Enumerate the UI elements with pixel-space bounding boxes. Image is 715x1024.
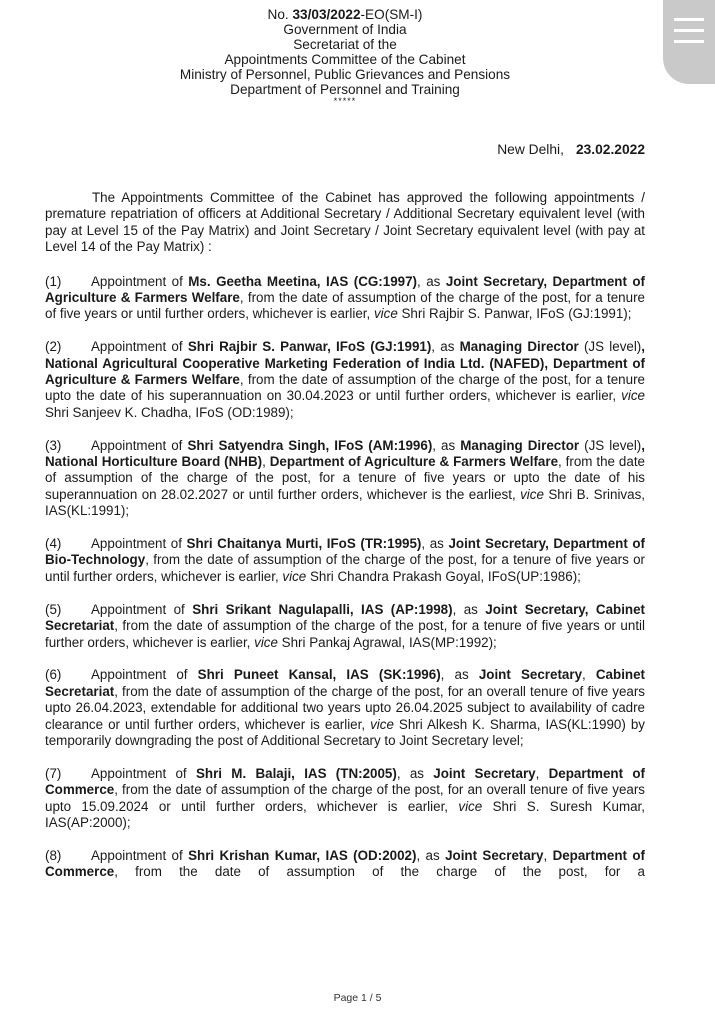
item-number: (5) — [45, 601, 62, 617]
bold-text: Department of Commerce — [45, 765, 645, 798]
dateline — [497, 142, 645, 157]
bold-text: Department of Commerce — [45, 847, 645, 880]
appointment-item — [45, 667, 645, 749]
text: Shri Rajbir S. Panwar, IFoS (GJ:1991); — [397, 306, 632, 322]
italic-text: vice — [370, 716, 394, 732]
appointment-list — [45, 274, 645, 881]
text: Shri B. Srinivas, IAS(KL:1991); — [45, 486, 645, 519]
text: , — [543, 847, 553, 863]
item-number: (1) — [45, 273, 62, 289]
document-header — [150, 7, 540, 106]
bold-text: Ms. Geetha Meetina, IAS (CG:1997) — [188, 273, 418, 289]
text: Appointment of — [91, 273, 189, 289]
item-number: (3) — [45, 437, 62, 453]
dateline-place: New Delhi, — [497, 142, 564, 157]
text: Appointment of — [91, 339, 188, 355]
bold-text: Department of Agriculture & Farmers Welfare — [269, 454, 559, 470]
italic-text: vice — [254, 634, 278, 650]
text: , as — [432, 437, 461, 453]
text: , from the date of assumption of the charge of the post, for an overall tenure of five years upto 15.09.2024 or until further orders, whichever is earlier, — [45, 782, 645, 814]
text: , as — [417, 273, 446, 289]
bold-text: Joint Secretary, Department of Agriculture & Farmers Welfare — [45, 273, 646, 306]
appointment-item — [45, 536, 645, 585]
appointment-item — [45, 339, 645, 421]
page-number: Page 1 / 5 — [333, 992, 382, 1004]
italic-text: vice — [373, 306, 398, 322]
bold-text: Shri M. Balaji, IAS (TN:2005) — [195, 765, 397, 781]
text: Shri Alkesh K. Sharma, IAS(KL:1990) by temporarily downgrading the post of Additional Secretary to Joint Secretary level; — [45, 716, 645, 748]
appointment-item — [45, 766, 645, 832]
item-number: (6) — [45, 667, 62, 683]
text: Shri Sanjeev K. Chadha, IFoS (OD:1989); — [45, 404, 294, 420]
italic-text: vice — [520, 486, 544, 502]
menu-icon-bar — [674, 40, 704, 43]
text: (JS level) — [579, 437, 642, 453]
header-stars: ***** — [333, 96, 357, 106]
appointment-item — [45, 848, 645, 881]
bold-text: Shri Satyendra Singh, IFoS (AM:1996) — [187, 437, 433, 453]
italic-text: vice — [282, 568, 307, 584]
text: , as — [440, 667, 479, 683]
bold-text: Joint Secretary, Department of Bio-Technology — [45, 536, 646, 568]
text: , from the date of assumption of the charge of the post, for a tenure upto the date of his superannuation on 30.04.2023 or until further orders, whichever is earlier, — [45, 372, 645, 404]
text: Appointment of — [91, 765, 196, 781]
text: , from the date of assumption of the charge of the post, for a tenure of five years or until further orders, whichever is earlier, — [45, 290, 645, 322]
text: , from the date of assumption of the charge of the post, for a tenure of five years or until further orders, whichever is earlier, — [45, 552, 645, 584]
bold-text: Shri Puneet Kansal, IAS (SK:1996) — [197, 667, 441, 683]
italic-text: vice — [458, 798, 483, 814]
bold-text: Joint Secretary — [445, 847, 544, 863]
text: , as — [416, 847, 446, 863]
text: , as — [421, 536, 449, 552]
text: , as — [396, 765, 434, 781]
bold-text: , National Horticulture Board (NHB) — [45, 437, 646, 470]
italic-text: vice — [621, 388, 645, 404]
text: , as — [431, 339, 460, 355]
document-body — [45, 190, 645, 897]
bold-text: Shri Srikant Nagulapalli, IAS (AP:1998) — [192, 601, 453, 617]
text: , from the date of assumption of the charge of the post, for a tenure of five years or until further orders, whichever is earlier, — [45, 618, 645, 650]
bold-text: Managing Director — [460, 437, 580, 453]
menu-icon-bar — [674, 29, 704, 32]
file-number: No. 33/03/2022-EO(SM-I) — [267, 7, 423, 22]
menu-tab[interactable] — [663, 0, 715, 84]
header-line: Ministry of Personnel, Public Grievances and Pensions — [179, 67, 511, 82]
text: Appointment of — [91, 601, 193, 617]
item-number: (4) — [45, 536, 62, 552]
text: Appointment of — [91, 667, 198, 683]
text: , — [535, 765, 549, 781]
text: (JS level) — [578, 339, 642, 355]
text: , from the date of assumption of the charge of the post, for an overall tenure of five years upto 26.04.2023, extendable for additional two years upto 26.04.2025 subject to availability of cadre clearance or until further orders, whichever is earlier, — [45, 683, 645, 732]
text: Appointment of — [91, 847, 189, 863]
item-number: (8) — [45, 847, 62, 863]
bold-text: , National Agricultural Cooperative Marketing Federation of India Ltd. (NAFED), Department of Agriculture & Farmers Welfare — [45, 339, 646, 388]
bold-text: Joint Secretary, Cabinet Secretariat — [45, 601, 646, 634]
header-line: Secretariat of the — [293, 37, 397, 52]
bold-text: Shri Rajbir S. Panwar, IFoS (GJ:1991) — [187, 339, 432, 355]
text: Shri Chandra Prakash Goyal, IFoS(UP:1986); — [306, 568, 581, 584]
text: Shri Pankaj Agrawal, IAS(MP:1992); — [277, 634, 497, 650]
header-line: Government of India — [283, 22, 407, 37]
text: , from the date of assumption of the charge of the post, for a — [114, 864, 645, 880]
bold-text: Joint Secretary — [478, 667, 583, 683]
text: , — [262, 454, 270, 470]
header-line: Appointments Committee of the Cabinet — [224, 52, 466, 67]
item-number: (2) — [45, 339, 62, 355]
appointment-item — [45, 602, 645, 651]
appointment-item — [45, 438, 645, 520]
header-line: Department of Personnel and Training — [230, 82, 460, 97]
intro-paragraph: The Appointments Committee of the Cabinet has approved the following appointments / premature repatriation of officers at Additional Secretary / Additional Secretary equivalent level (with pay at Level 15 of the Pay Matrix) and Joint Secretary / Joint Secretary equivalent level (with pay at Level 14 of the Pay Matrix) : — [45, 190, 645, 255]
menu-icon — [674, 18, 704, 21]
text: , as — [452, 601, 486, 617]
bold-text: Shri Chaitanya Murti, IFoS (TR:1995) — [186, 536, 422, 552]
bold-text: Shri Krishan Kumar, IAS (OD:2002) — [188, 847, 417, 863]
dateline-date: 23.02.2022 — [575, 142, 645, 157]
text: , from the date of assumption of the charge of the post, for a tenure of five years or upto the date of his superannuation on 28.02.2027 or until further orders, whichever is the earliest, — [45, 454, 645, 502]
text: Shri S. Suresh Kumar, IAS(AP:2000); — [45, 798, 645, 830]
bold-text: Cabinet Secretariat — [45, 667, 645, 699]
bold-text: Managing Director — [459, 339, 579, 355]
text: , — [582, 667, 596, 683]
bold-text: Joint Secretary — [433, 765, 536, 781]
appointment-item — [45, 274, 645, 323]
item-number: (7) — [45, 765, 62, 781]
text: Appointment of — [91, 536, 187, 552]
text: Appointment of — [91, 437, 188, 453]
